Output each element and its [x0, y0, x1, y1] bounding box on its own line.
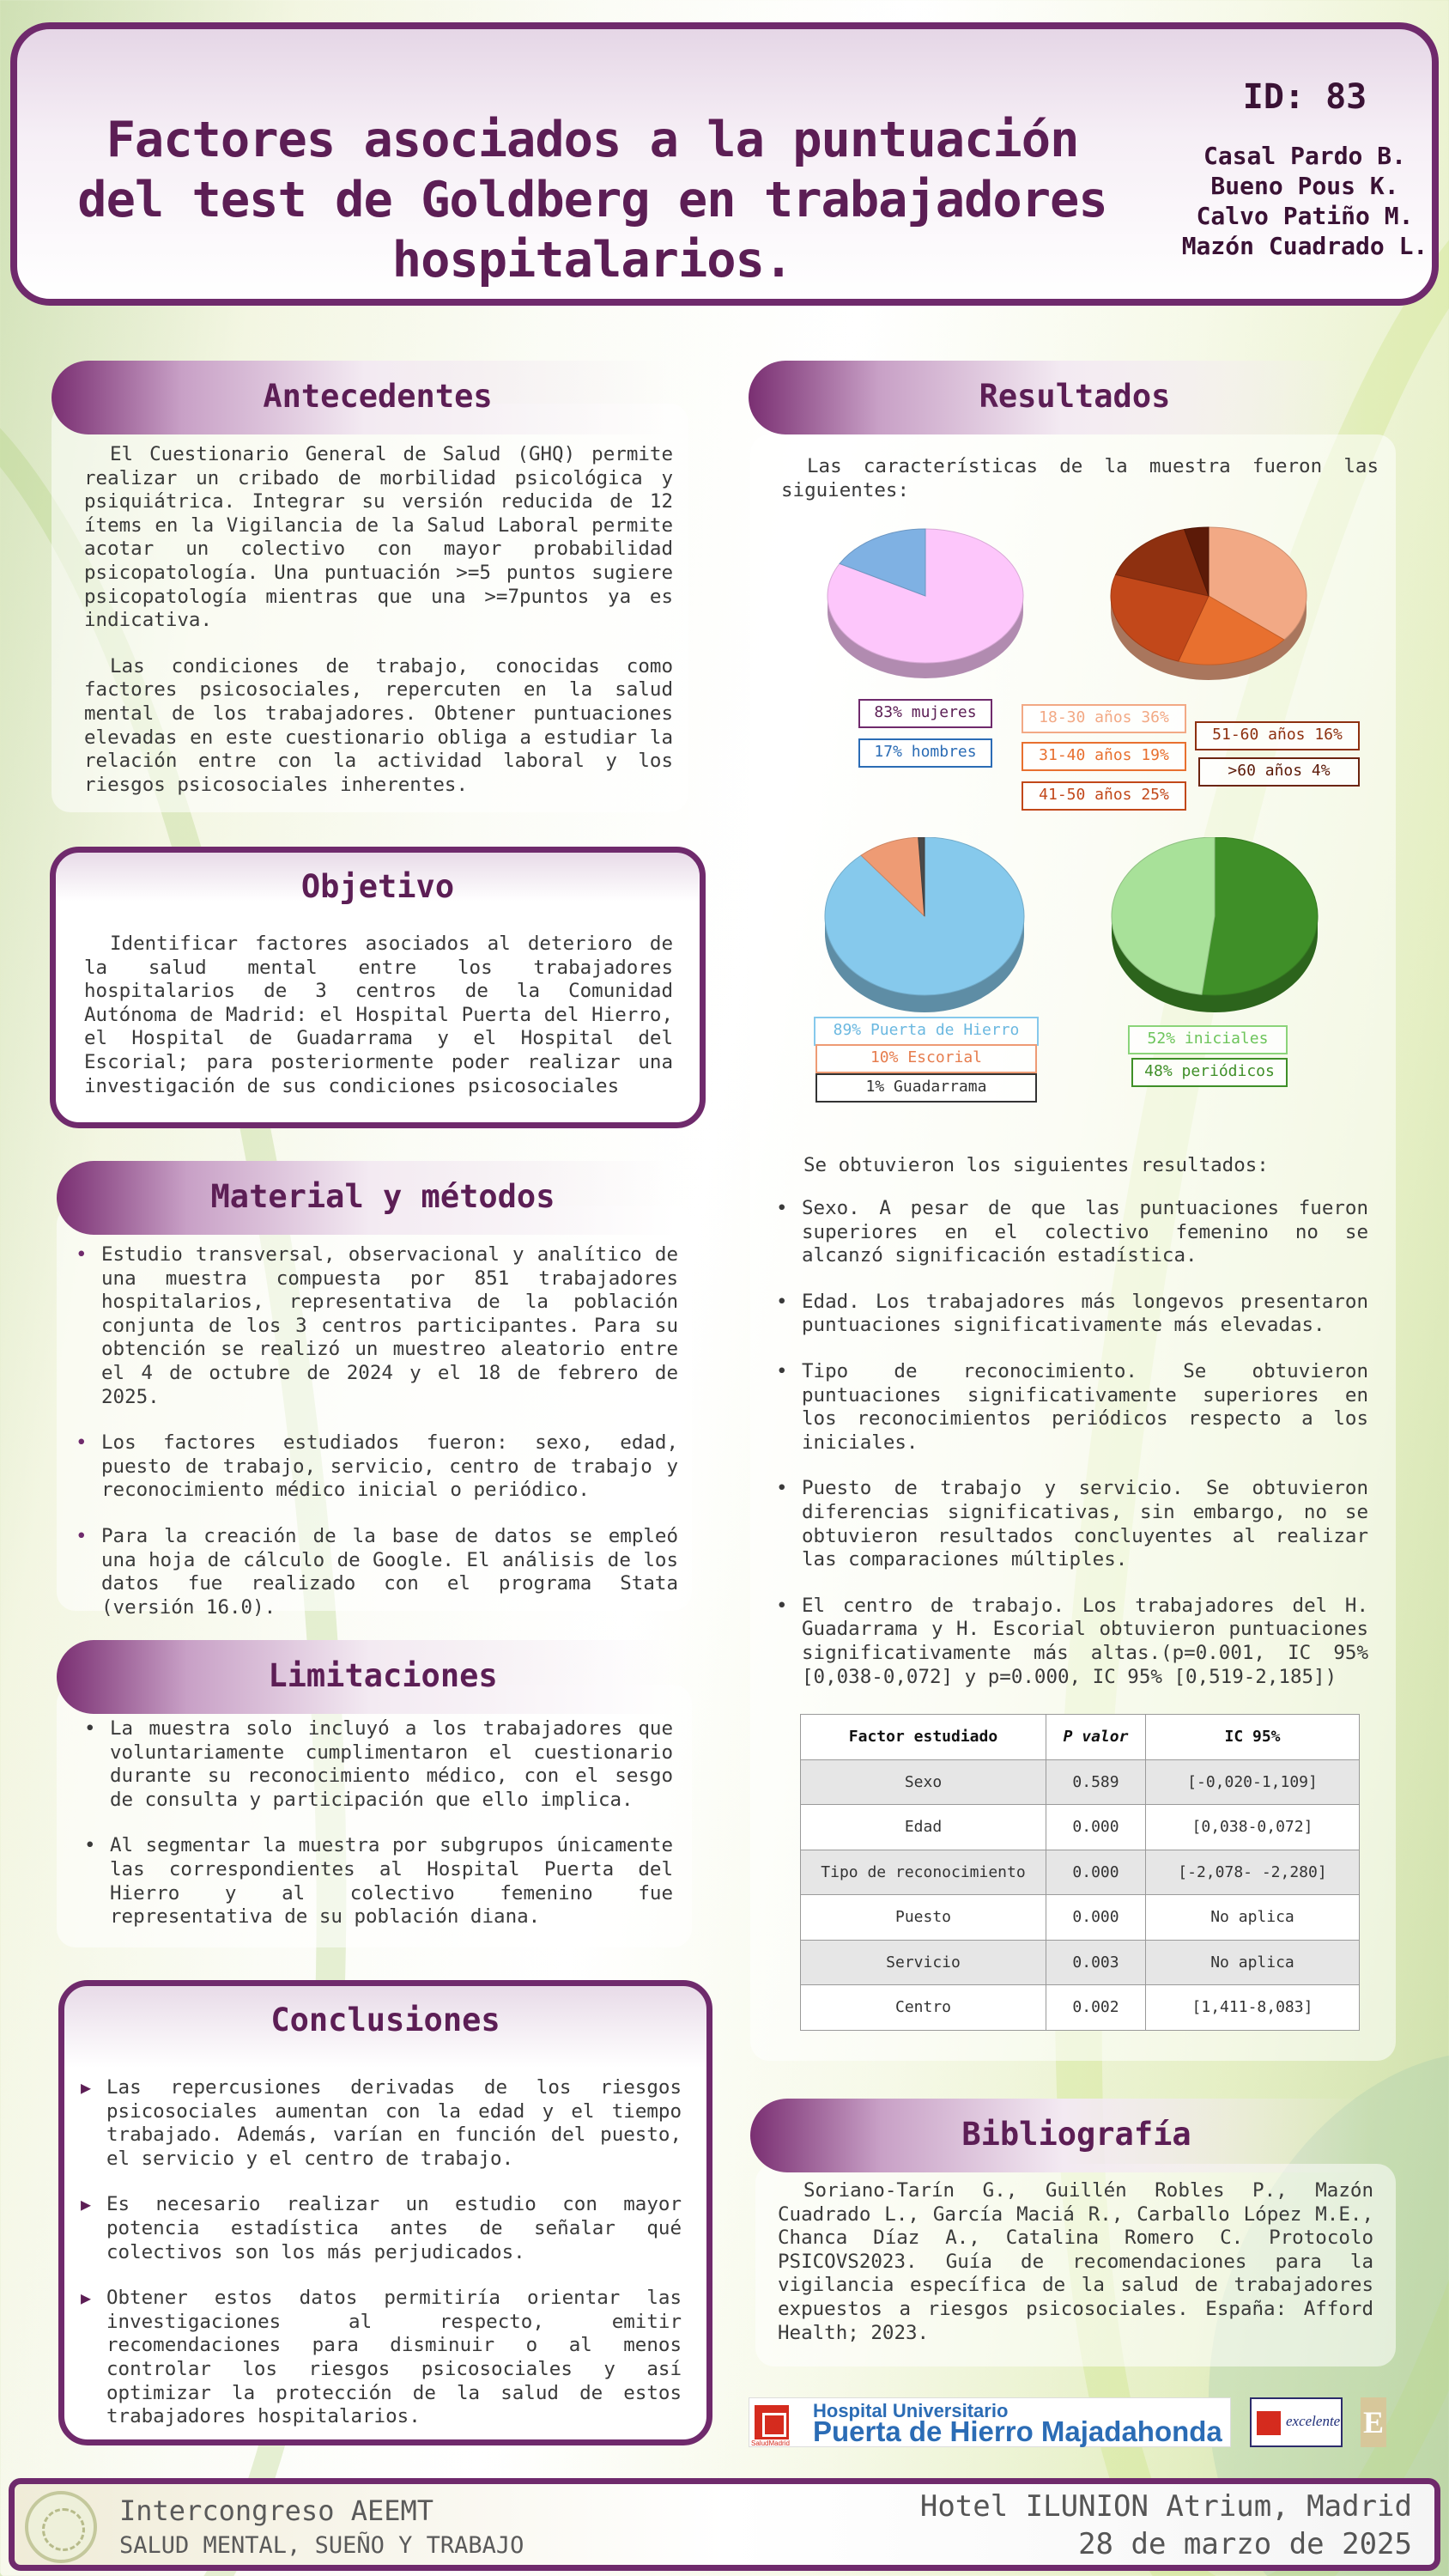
table-cell: Sexo	[801, 1759, 1046, 1805]
table-header-cell: IC 95%	[1146, 1715, 1360, 1760]
conclusiones-item: ▶ Es necesario realizar un estudio con mayor potencia estadística antes de señalar qué colectivos son los más perjudicados.	[81, 2193, 682, 2264]
table-cell: 0.000	[1046, 1895, 1146, 1941]
bibliografia-reference: Soriano-Tarín G., Guillén Robles P., Mazón Cuadrado L., García Maciá R., Carballo López M.E., Chanca Díaz A., Catalina Romero C. Protocolo PSICOVS2023. Guía de recomendaciones para la vigilancia específica de la salud de trabajadores expuestos a riesgos psicosociales. España: Afford Health; 2023.	[778, 2179, 1373, 2344]
poster-title: Factores asociados a la puntuación del test de Goldberg en trabajadores hospitalarios.	[77, 112, 1107, 289]
table-cell: [-0,020-1,109]	[1146, 1759, 1360, 1805]
table-cell: No aplica	[1146, 1895, 1360, 1941]
antecedentes-heading: Antecedentes	[263, 378, 493, 415]
resultados-item: • Tipo de reconocimiento. Se obtuvieron puntuaciones significativamente superiores en los reconocimientos periódicos respecto a los iniciales.	[776, 1360, 1368, 1455]
resultados-heading: Resultados	[979, 378, 1171, 415]
table-cell: 0.000	[1046, 1850, 1146, 1895]
antecedentes-paragraph-2: Las condiciones de trabajo, conocidas como factores psicosociales, repercuten en la salud mental de los trabajadores. Obtener puntuaciones elevadas en este cuestionario obliga a estudiar la relación entre con la actividad laboral y los riesgos psicosociales inherentes.	[84, 654, 673, 796]
hospital-logo	[749, 2397, 1231, 2447]
table-header-cell: P valor	[1046, 1715, 1146, 1760]
table-cell: Edad	[801, 1805, 1046, 1850]
resultados-item: • Edad. Los trabajadores más longevos presentaron puntuaciones significativamente más elevadas.	[776, 1291, 1368, 1338]
limitaciones-header	[57, 1640, 709, 1714]
author: Casal Pardo B.	[1203, 142, 1406, 170]
table-row	[801, 1759, 1360, 1805]
limitaciones-list	[84, 1717, 673, 1952]
aeemt-seal-icon	[25, 2491, 97, 2563]
footer-congress-theme: SALUD MENTAL, SUEÑO Y TRABAJO	[119, 2532, 524, 2559]
resultados-intro-2	[778, 1154, 1379, 1200]
conclusiones-item: ▶ Obtener estos datos permitiría orientar las investigaciones al respecto, emitir recomendaciones para disminuir o al menos controlar los riesgos psicosociales y así optimizar la protección de la salud de estos trabajadores hospitalarios.	[81, 2287, 682, 2429]
resultados-intro-text: Las características de la muestra fueron las siguientes:	[781, 455, 1379, 501]
madrid-excelente-label: excelente	[1286, 2413, 1341, 2429]
conclusiones-heading: Conclusiones	[270, 2002, 500, 2038]
table-header-cell: Factor estudiado	[801, 1715, 1046, 1760]
table-header-row	[801, 1715, 1360, 1760]
pie-chart-centro	[820, 837, 1030, 1018]
legend-edad-18-30: 18-30 años 36%	[1022, 704, 1186, 733]
madrid-excelente-logo	[1250, 2397, 1343, 2447]
table-row	[801, 1850, 1360, 1895]
limitaciones-item: • La muestra solo incluyó a los trabajadores que voluntariamente cumplimentaron el cuestionario durante su reconocimiento médico, con el sesgo de consulta y participación que ello implica.	[84, 1717, 673, 1812]
objetivo-heading: Objetivo	[300, 868, 455, 905]
authors-list	[1159, 141, 1449, 261]
author: Calvo Patiño M.	[1196, 202, 1414, 230]
poster-footer	[9, 2478, 1440, 2571]
table-cell: [0,038-0,072]	[1146, 1805, 1360, 1850]
conclusiones-list	[81, 2076, 682, 2451]
legend-edad-41-50: 41-50 años 25%	[1022, 781, 1186, 811]
table-cell: [1,411-8,083]	[1146, 1985, 1360, 2031]
table-cell: 0.000	[1046, 1805, 1146, 1850]
metodos-item: • Estudio transversal, observacional y analítico de una muestra compuesta por 851 trabajadores hospitalarios, representativa de la población conjunta de los 3 centros participantes. Para su obtención se realizó un muestreo aleatorio entre el 4 de octubre de 2024 y el 18 de febrero de 2025.	[76, 1243, 678, 1409]
author: Mazón Cuadrado L.	[1181, 232, 1428, 260]
poster-id: ID: 83	[1242, 77, 1367, 117]
salud-madrid-label: SaludMadrid	[751, 2439, 790, 2447]
bibliografia-heading: Bibliografía	[961, 2116, 1191, 2153]
table-cell: Tipo de reconocimiento	[801, 1850, 1046, 1895]
table-row	[801, 1940, 1360, 1985]
table-cell: No aplica	[1146, 1940, 1360, 1985]
resultados-item: • El centro de trabajo. Los trabajadores del H. Guadarrama y H. Escorial obtuvieron puntuaciones significativamente más altas.(p=0.001, IC 95% [0,038-0,072] y p=0.000, IC 95% [0,519-2,185])	[776, 1595, 1368, 1689]
antecedentes-paragraph-1: El Cuestionario General de Salud (GHQ) permite realizar un cribado de morbilidad psicológica y psiquiátrica. Integrar su versión reducida de 12 ítems en la Vigilancia de la Salud Laboral permite acotar un colectivo con mayor probabilidad psicopatología. Una puntuación >=5 puntos sugiere psicopatología mientras que una >=7puntos ya es indicativa.	[84, 443, 673, 632]
metodos-item: • Para la creación de la base de datos se empleó una hoja de cálculo de Google. El análisis de los datos fue realizado con el programa Stata (versión 16.0).	[76, 1525, 678, 1619]
resultados-intro	[781, 455, 1379, 525]
resultados-header	[749, 361, 1401, 434]
bibliografia-text	[778, 2179, 1373, 2367]
resultados-item: • Sexo. A pesar de que las puntuaciones fueron superiores en el colectivo femenino no se alcanzó significación estadística.	[776, 1197, 1368, 1268]
resultados-intro-2-text: Se obtuvieron los siguientes resultados:	[803, 1154, 1269, 1176]
table-cell: Puesto	[801, 1895, 1046, 1941]
table-cell: Servicio	[801, 1940, 1046, 1985]
table-cell: 0.003	[1046, 1940, 1146, 1985]
legend-edad-51-60: 51-60 años 16%	[1195, 721, 1360, 750]
pie-chart-sexo	[822, 520, 1028, 692]
legend-escorial: 10% Escorial	[815, 1044, 1037, 1073]
resultados-list	[776, 1197, 1368, 1711]
footer-venue: Hotel ILUNION Atrium, Madrid	[919, 2489, 1412, 2524]
legend-edad-31-40: 31-40 años 19%	[1022, 742, 1186, 771]
table-cell: 0.589	[1046, 1759, 1146, 1805]
madrid-excelente-logo-icon	[1257, 2411, 1281, 2435]
table-row	[801, 1895, 1360, 1941]
results-table	[800, 1714, 1360, 2031]
bibliografia-header	[750, 2099, 1403, 2172]
legend-guadarrama: 1% Guadarrama	[815, 1073, 1037, 1103]
limitaciones-item: • Al segmentar la muestra por subgrupos únicamente las correspondientes al Hospital Puerta del Hierro y al colectivo femenino fue representativa de su población diana.	[84, 1834, 673, 1929]
legend-edad-60-plus: >60 años 4%	[1198, 757, 1360, 787]
pie-chart-reconocimiento	[1107, 837, 1322, 1018]
table-cell: Centro	[801, 1985, 1046, 2031]
metodos-item: • Los factores estudiados fueron: sexo, edad, puesto de trabajo, servicio, centro de trabajo y reconocimiento médico inicial o periódico.	[76, 1431, 678, 1503]
limitaciones-heading: Limitaciones	[268, 1657, 498, 1694]
pie-chart-edad	[1106, 520, 1312, 692]
antecedentes-text	[84, 443, 673, 819]
objetivo-paragraph: Identificar factores asociados al deterioro de la salud mental entre los trabajadores hospitalarios de 3 centros de la Comunidad Autónoma de Madrid: el Hospital Puerta del Hierro, el Hospital de Guadarrama y el Hospital del Escorial; para posteriormente poder realizar una investigación de sus condiciones psicosociales	[84, 933, 673, 1097]
hospital-logo-line-2: Puerta de Hierro Majadahonda	[813, 2415, 1222, 2447]
metodos-list	[76, 1243, 678, 1642]
footer-date: 28 de marzo de 2025	[1078, 2527, 1412, 2561]
legend-periodicos: 48% periódicos	[1131, 1058, 1288, 1087]
conclusiones-item: ▶ Las repercusiones derivadas de los riesgos psicosociales aumentan con la edad y el tiempo trabajado. Además, varían en función del puesto, el servicio y el centro de trabajo.	[81, 2076, 682, 2171]
metodos-header	[57, 1161, 709, 1235]
legend-mujeres: 83% mujeres	[858, 699, 992, 728]
legend-puerta-de-hierro: 89% Puerta de Hierro	[814, 1017, 1039, 1046]
objetivo-text	[84, 933, 673, 1121]
resultados-item: • Puesto de trabajo y servicio. Se obtuvieron diferencias significativas, sin embargo, no se obtuvieron resultados concluyentes al realizar las comparaciones múltiples.	[776, 1477, 1368, 1571]
table-cell: 0.002	[1046, 1985, 1146, 2031]
author: Bueno Pous K.	[1210, 172, 1399, 200]
hospital-logo-line-1: Hospital Universitario	[813, 2400, 1009, 2421]
table-row	[801, 1985, 1360, 2031]
footer-congress-name: Intercongreso AEEMT	[119, 2494, 434, 2527]
table-row	[801, 1805, 1360, 1850]
table-cell: [-2,078- -2,280]	[1146, 1850, 1360, 1895]
metodos-heading: Material y métodos	[210, 1178, 555, 1215]
antecedentes-header	[52, 361, 704, 434]
legend-iniciales: 52% iniciales	[1128, 1025, 1288, 1054]
salud-madrid-logo-icon	[755, 2405, 789, 2439]
e-logo: E	[1361, 2397, 1386, 2447]
poster-header	[10, 22, 1439, 306]
legend-hombres: 17% hombres	[858, 738, 992, 768]
